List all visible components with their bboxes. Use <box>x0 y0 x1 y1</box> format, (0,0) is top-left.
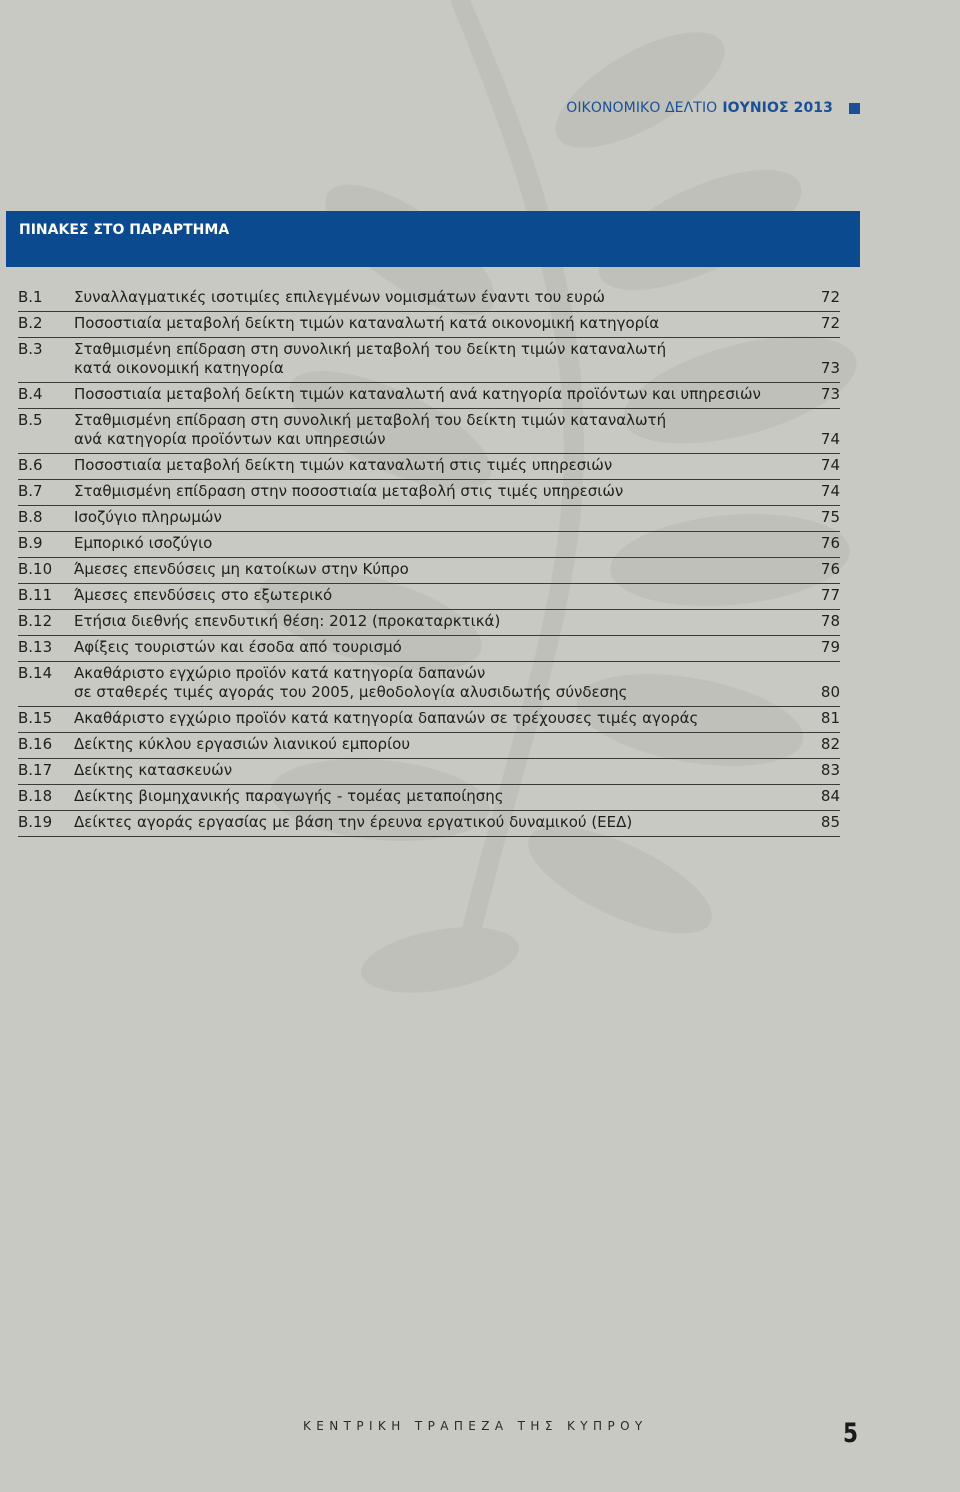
toc-entry-title-line: Ποσοστιαία μεταβολή δείκτη τιμών καταναλωτή στις τιμές υπηρεσιών <box>74 456 613 474</box>
toc-entry-number: Β.3 <box>18 340 43 358</box>
toc-entry-number: Β.2 <box>18 314 43 332</box>
toc-entry[interactable] <box>18 409 840 454</box>
table-of-contents <box>18 286 840 837</box>
toc-entry[interactable] <box>18 338 840 383</box>
toc-entry-title <box>74 456 840 475</box>
toc-entry-page: 85 <box>820 813 840 831</box>
toc-entry-title-line: σε σταθερές τιμές αγοράς του 2005, μεθοδολογία αλυσιδωτής σύνδεσης <box>74 683 628 701</box>
toc-entry-title <box>74 508 840 527</box>
toc-entry[interactable] <box>18 811 840 837</box>
toc-entry-title <box>74 586 840 605</box>
toc-entry-number: Β.10 <box>18 560 53 578</box>
toc-entry-page: 72 <box>820 314 840 332</box>
toc-entry-page: 74 <box>820 430 840 448</box>
toc-entry-title-line: Εμπορικό ισοζύγιο <box>74 534 213 552</box>
toc-entry-number: Β.8 <box>18 508 43 526</box>
toc-entry-number: Β.13 <box>18 638 53 656</box>
toc-entry-number: Β.15 <box>18 709 53 727</box>
toc-entry[interactable] <box>18 610 840 636</box>
toc-entry-title <box>74 813 840 832</box>
toc-entry-title-line: Συναλλαγματικές ισοτιμίες επιλεγμένων νομισμάτων έναντι του ευρώ <box>74 288 605 306</box>
toc-entry-title-line: Άμεσες επενδύσεις στο εξωτερικό <box>74 586 333 604</box>
toc-entry[interactable] <box>18 383 840 409</box>
toc-entry-title <box>74 314 840 333</box>
toc-entry-number: Β.6 <box>18 456 43 474</box>
toc-entry-title-line: Σταθμισμένη επίδραση στην ποσοστιαία μεταβολή στις τιμές υπηρεσιών <box>74 482 624 500</box>
toc-entry-title <box>74 664 840 702</box>
toc-entry[interactable] <box>18 532 840 558</box>
toc-entry[interactable] <box>18 286 840 312</box>
toc-entry-title <box>74 340 840 378</box>
toc-entry[interactable] <box>18 584 840 610</box>
toc-entry-page: 77 <box>820 586 840 604</box>
toc-entry-page: 74 <box>820 456 840 474</box>
page-header <box>566 100 860 116</box>
toc-entry[interactable] <box>18 785 840 811</box>
toc-entry-number: Β.19 <box>18 813 53 831</box>
toc-entry-title-line: Σταθμισμένη επίδραση στη συνολική μεταβολή του δείκτη τιμών καταναλωτή <box>74 411 667 429</box>
toc-entry-page: 81 <box>820 709 840 727</box>
toc-entry-number: Β.9 <box>18 534 43 552</box>
toc-entry-title <box>74 709 840 728</box>
toc-entry[interactable] <box>18 707 840 733</box>
toc-entry-page: 73 <box>820 359 840 377</box>
toc-entry-title <box>74 560 840 579</box>
toc-entry-title-line: Άμεσες επενδύσεις μη κατοίκων στην Κύπρο <box>74 560 409 578</box>
toc-entry-page: 83 <box>820 761 840 779</box>
toc-entry-title <box>74 534 840 553</box>
toc-entry-number: Β.18 <box>18 787 53 805</box>
toc-entry-page: 74 <box>820 482 840 500</box>
toc-entry-title <box>74 288 840 307</box>
toc-entry-title-line: Δείκτης κύκλου εργασιών λιανικού εμπορίου <box>74 735 411 753</box>
toc-entry-title-line: Ετήσια διεθνής επενδυτική θέση: 2012 (προκαταρκτικά) <box>74 612 501 630</box>
toc-entry-title <box>74 787 840 806</box>
footer-institution: ΚΕΝΤΡΙΚΗ ΤΡΑΠΕΖΑ ΤΗΣ ΚΥΠΡΟΥ <box>303 1419 648 1433</box>
toc-entry-title-line: Ακαθάριστο εγχώριο προϊόν κατά κατηγορία δαπανών <box>74 664 486 682</box>
toc-entry-title <box>74 638 840 657</box>
section-title: ΠΙΝΑΚΕΣ ΣΤΟ ΠΑΡΑΡΤΗΜΑ <box>19 222 230 238</box>
toc-entry[interactable] <box>18 506 840 532</box>
toc-entry-number: Β.4 <box>18 385 43 403</box>
toc-entry-page: 72 <box>820 288 840 306</box>
toc-entry-title-line: ανά κατηγορία προϊόντων και υπηρεσιών <box>74 430 386 448</box>
toc-entry-page: 84 <box>820 787 840 805</box>
header-issue: ΙΟΥΝΙΟΣ 2013 <box>722 100 833 116</box>
toc-entry-number: Β.11 <box>18 586 53 604</box>
toc-entry-title-line: Ποσοστιαία μεταβολή δείκτη τιμών καταναλωτή κατά οικονομική κατηγορία <box>74 314 660 332</box>
toc-entry-title-line: Σταθμισμένη επίδραση στη συνολική μεταβολή του δείκτη τιμών καταναλωτή <box>74 340 667 358</box>
toc-entry-title-line: Ακαθάριστο εγχώριο προϊόν κατά κατηγορία δαπανών σε τρέχουσες τιμές αγοράς <box>74 709 699 727</box>
toc-entry-page: 82 <box>820 735 840 753</box>
toc-entry-title-line: κατά οικονομική κατηγορία <box>74 359 284 377</box>
toc-entry-page: 79 <box>820 638 840 656</box>
toc-entry[interactable] <box>18 480 840 506</box>
toc-entry[interactable] <box>18 662 840 707</box>
toc-entry-title <box>74 612 840 631</box>
page-number: 5 <box>843 1418 859 1449</box>
toc-entry-page: 78 <box>820 612 840 630</box>
toc-entry-number: Β.7 <box>18 482 43 500</box>
toc-entry-title <box>74 735 840 754</box>
toc-entry[interactable] <box>18 558 840 584</box>
header-square-marker <box>849 103 860 114</box>
toc-entry-title <box>74 411 840 449</box>
toc-entry-number: Β.17 <box>18 761 53 779</box>
toc-entry-title-line: Ποσοστιαία μεταβολή δείκτη τιμών καταναλωτή ανά κατηγορία προϊόντων και υπηρεσιών <box>74 385 761 403</box>
toc-entry-title-line: Δείκτες αγοράς εργασίας με βάση την έρευνα εργατικού δυναμικού (ΕΕΔ) <box>74 813 633 831</box>
toc-entry-number: Β.14 <box>18 664 53 682</box>
toc-entry-number: Β.16 <box>18 735 53 753</box>
toc-entry-title <box>74 482 840 501</box>
toc-entry-number: Β.5 <box>18 411 43 429</box>
toc-entry-page: 76 <box>820 534 840 552</box>
toc-entry[interactable] <box>18 636 840 662</box>
toc-entry-page: 73 <box>820 385 840 403</box>
toc-entry[interactable] <box>18 759 840 785</box>
toc-entry-title <box>74 761 840 780</box>
header-publication: ΟΙΚΟΝΟΜΙΚΟ ΔΕΛΤΙΟ <box>566 100 718 116</box>
toc-entry-title <box>74 385 840 404</box>
toc-entry-page: 80 <box>820 683 840 701</box>
section-banner <box>6 211 860 267</box>
toc-entry[interactable] <box>18 312 840 338</box>
toc-entry-page: 75 <box>820 508 840 526</box>
toc-entry-title-line: Αφίξεις τουριστών και έσοδα από τουρισμό <box>74 638 402 656</box>
toc-entry[interactable] <box>18 733 840 759</box>
toc-entry-title-line: Ισοζύγιο πληρωμών <box>74 508 222 526</box>
toc-entry-title-line: Δείκτης βιομηχανικής παραγωγής - τομέας μεταποίησης <box>74 787 504 805</box>
toc-entry[interactable] <box>18 454 840 480</box>
toc-entry-number: Β.12 <box>18 612 53 630</box>
toc-entry-title-line: Δείκτης κατασκευών <box>74 761 233 779</box>
toc-entry-number: Β.1 <box>18 288 43 306</box>
toc-entry-page: 76 <box>820 560 840 578</box>
